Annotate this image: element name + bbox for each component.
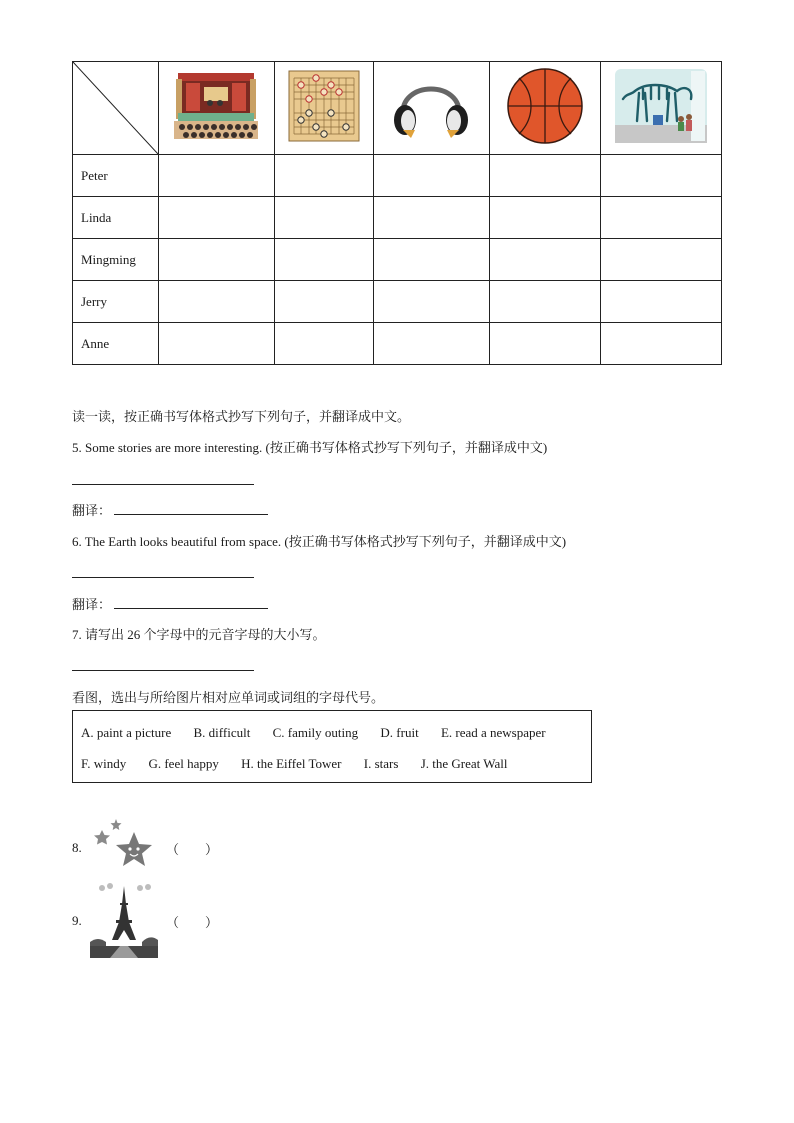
- table-row: [73, 155, 722, 197]
- answer-cell[interactable]: [275, 155, 374, 197]
- table-row: [73, 197, 722, 239]
- question-6: 6. The Earth looks beautiful from space. (按正确书写体格式抄写下列句子，并翻译成中文): [72, 534, 567, 549]
- answer-cell[interactable]: [158, 323, 274, 365]
- options-row-2: [81, 756, 527, 772]
- diagonal-header-cell: [73, 62, 159, 155]
- answer-line-7[interactable]: [72, 670, 254, 671]
- answer-cell[interactable]: [275, 197, 374, 239]
- activity-table: [72, 61, 722, 365]
- answer-cell[interactable]: [158, 239, 274, 281]
- answer-cell[interactable]: [601, 281, 722, 323]
- picture-chess-cell: [275, 62, 374, 155]
- option-b: B. difficult: [193, 725, 251, 740]
- museum-dinosaur-icon: [615, 69, 707, 143]
- answer-cell[interactable]: [490, 155, 601, 197]
- answer-cell[interactable]: [158, 197, 274, 239]
- picture-headphones-cell: [373, 62, 489, 155]
- answer-line-6[interactable]: [72, 577, 254, 578]
- option-g: G. feel happy: [148, 756, 219, 771]
- picture-basketball-cell: [490, 62, 601, 155]
- answer-cell[interactable]: [373, 323, 489, 365]
- answer-paren-9[interactable]: （ ）: [166, 915, 219, 930]
- option-i: I. stars: [363, 756, 399, 771]
- translate-label-6: 翻译：: [72, 598, 112, 613]
- table-header-row: [73, 62, 722, 155]
- answer-cell[interactable]: [275, 323, 374, 365]
- picture-museum-cell: [601, 62, 722, 155]
- copy-instruction: 读一读，按正确书写体格式抄写下列句子，并翻译成中文。: [72, 410, 411, 425]
- answer-cell[interactable]: [490, 239, 601, 281]
- answer-cell[interactable]: [490, 197, 601, 239]
- match-instruction: 看图，选出与所给图片相对应单词或词组的字母代号。: [72, 691, 385, 706]
- option-d: D. fruit: [380, 725, 419, 740]
- answer-cell[interactable]: [601, 155, 722, 197]
- translate-line-5[interactable]: [114, 514, 268, 515]
- question-8-number: 8.: [72, 840, 82, 855]
- answer-cell[interactable]: [490, 281, 601, 323]
- answer-cell[interactable]: [275, 239, 374, 281]
- picture-theater-cell: [158, 62, 274, 155]
- basketball-icon: [505, 66, 585, 146]
- option-a: A. paint a picture: [81, 725, 172, 740]
- answer-cell[interactable]: [158, 281, 274, 323]
- eiffel-tower-icon: [90, 882, 158, 958]
- question-7: 7. 请写出 26 个字母中的元音字母的大小写。: [72, 627, 326, 642]
- option-e: E. read a newspaper: [440, 725, 546, 740]
- student-name: Mingming: [73, 239, 159, 281]
- translate-label-5: 翻译：: [72, 504, 112, 519]
- answer-cell[interactable]: [373, 155, 489, 197]
- question-9-number: 9.: [72, 913, 82, 928]
- answer-cell[interactable]: [373, 239, 489, 281]
- answer-cell[interactable]: [601, 197, 722, 239]
- answer-cell[interactable]: [373, 197, 489, 239]
- answer-cell[interactable]: [601, 323, 722, 365]
- student-name: Peter: [73, 155, 159, 197]
- answer-line-5[interactable]: [72, 484, 254, 485]
- stars-icon: [90, 816, 158, 874]
- table-row: [73, 281, 722, 323]
- options-box: [72, 710, 592, 783]
- options-row-1: [81, 725, 565, 741]
- option-j: J. the Great Wall: [420, 756, 508, 771]
- student-name: Anne: [73, 323, 159, 365]
- answer-cell[interactable]: [158, 155, 274, 197]
- table-row: [73, 239, 722, 281]
- answer-cell[interactable]: [373, 281, 489, 323]
- option-h: H. the Eiffel Tower: [241, 756, 342, 771]
- chinese-chess-icon: [288, 70, 360, 142]
- answer-cell[interactable]: [601, 239, 722, 281]
- answer-cell[interactable]: [490, 323, 601, 365]
- answer-paren-8[interactable]: （ ）: [166, 842, 219, 857]
- table-row: [73, 323, 722, 365]
- diagonal-line-icon: [73, 62, 158, 154]
- option-f: F. windy: [81, 756, 127, 771]
- headphones-icon: [389, 70, 473, 142]
- option-c: C. family outing: [272, 725, 359, 740]
- student-name: Linda: [73, 197, 159, 239]
- theater-stage-icon: [172, 69, 260, 143]
- answer-cell[interactable]: [275, 281, 374, 323]
- question-5: 5. Some stories are more interesting. (按正确书写体格式抄写下列句子，并翻译成中文): [72, 440, 548, 455]
- translate-line-6[interactable]: [114, 608, 268, 609]
- student-name: Jerry: [73, 281, 159, 323]
